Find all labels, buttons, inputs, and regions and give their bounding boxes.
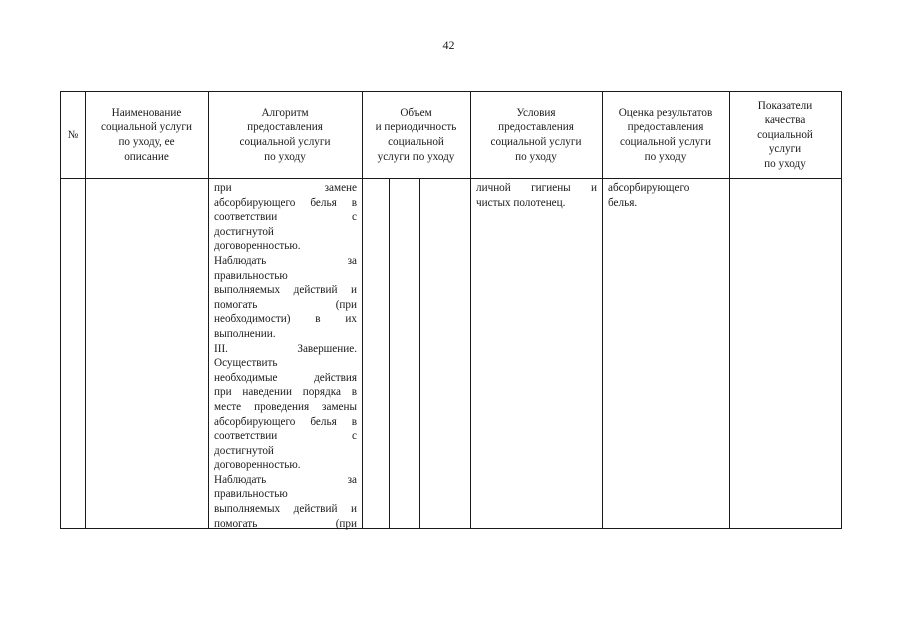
text-line: III. Завершение.	[214, 342, 357, 355]
header-divider	[61, 178, 841, 179]
text-line: абсорбирующего	[608, 182, 690, 194]
text-line: белья.	[608, 196, 638, 209]
header-service-name: Наименование социальной услуги по уходу, ее описание	[101, 106, 192, 163]
header-evaluation: Оценка результатов предоставления социальной услуги по уходу	[618, 106, 713, 163]
page-number: 42	[442, 38, 455, 52]
text-line: правильностью	[214, 269, 288, 282]
text-line: Осуществить	[214, 357, 278, 370]
text-line: соответствии с	[214, 211, 357, 224]
evaluation-cell	[608, 181, 725, 210]
text-line: помогать (при	[214, 517, 357, 530]
text-line: при наведении порядка в	[214, 386, 357, 399]
header-number: №	[67, 128, 79, 141]
subcolumn-divider	[419, 179, 420, 528]
algorithm-cell	[214, 181, 357, 531]
text-line: соответствии с	[214, 430, 357, 443]
services-table	[60, 91, 842, 529]
text-line: Наблюдать за	[214, 473, 357, 486]
text-line: необходимые действия	[214, 371, 357, 384]
text-line: выполняемых действий и	[214, 284, 357, 297]
text-line: выполнении.	[214, 327, 276, 340]
text-line: необходимости) в их	[214, 313, 357, 326]
text-line: выполняемых действий и	[214, 503, 357, 516]
header-volume: Объем и периодичность социальной услуги по уходу	[375, 106, 457, 163]
header-quality-indicators: Показатели качества социальной услуги по уходу	[757, 99, 813, 170]
text-line: чистых полотенец.	[476, 196, 566, 209]
header-conditions: Условия предоставления социальной услуги по уходу	[490, 106, 582, 163]
text-line: достигнутой	[214, 444, 274, 457]
text-line: Наблюдать за	[214, 254, 357, 267]
text-line: личной гигиены и	[476, 182, 597, 194]
text-line: договоренностью.	[214, 459, 301, 472]
subcolumn-divider	[389, 179, 390, 528]
text-line: правильностью	[214, 488, 288, 501]
text-line: месте проведения замены	[214, 400, 357, 413]
text-line: договоренностью.	[214, 240, 301, 253]
text-line: достигнутой	[214, 225, 274, 238]
text-line: абсорбирующего белья в	[214, 196, 357, 209]
text-line: помогать (при	[214, 298, 357, 311]
text-line: абсорбирующего белья в	[214, 415, 357, 428]
text-line: при замене	[214, 182, 357, 194]
conditions-cell	[476, 181, 597, 210]
header-algorithm: Алгоритм предоставления социальной услуги по уходу	[239, 106, 331, 163]
